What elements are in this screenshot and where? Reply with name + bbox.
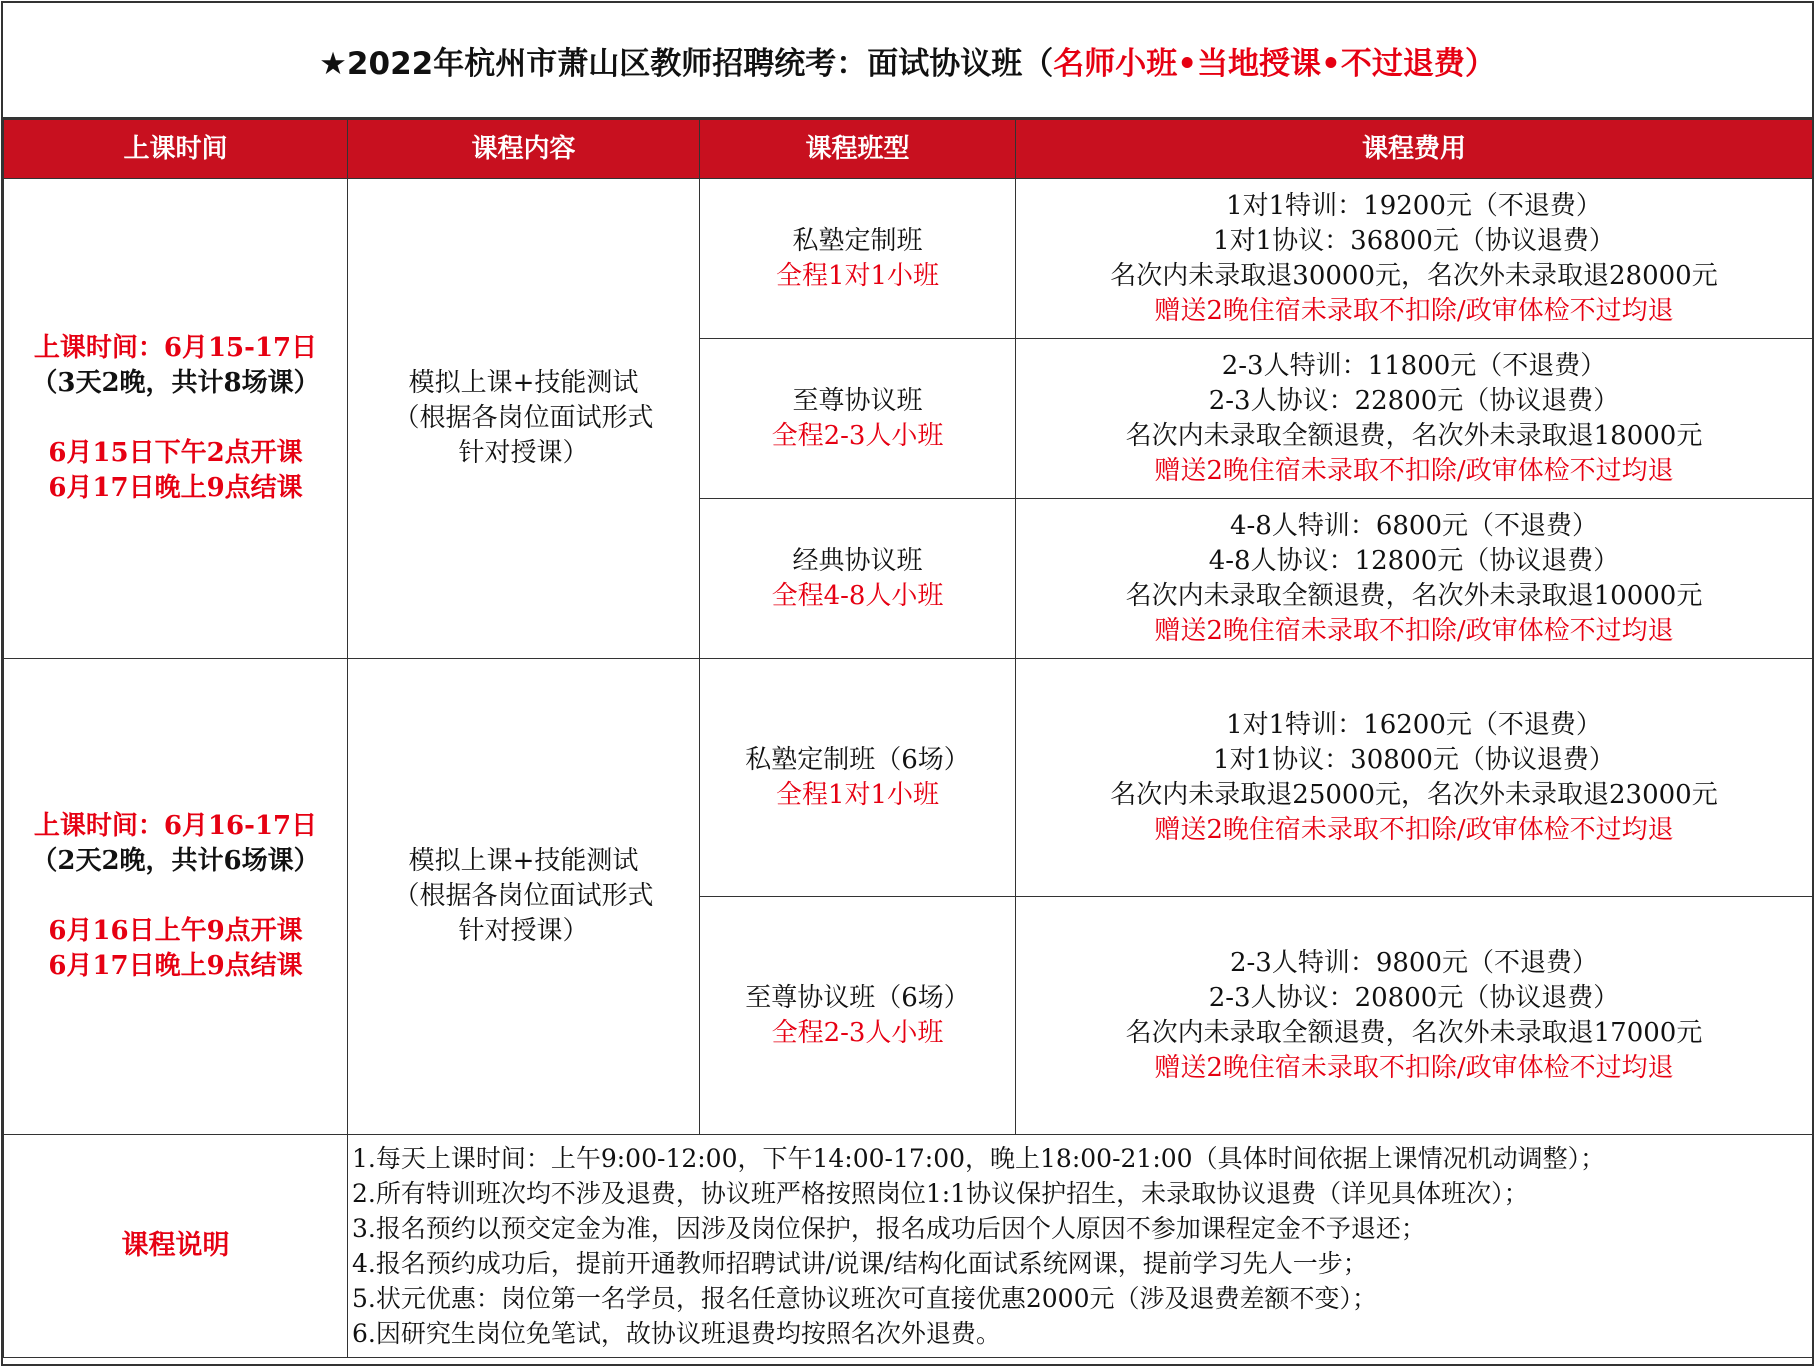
class-sub: 全程1对1小班 — [775, 779, 940, 810]
title-main: ★2022年杭州市萧山区教师招聘统考：面试协议班（ — [319, 45, 1054, 82]
fee-cell — [1016, 179, 1813, 339]
session-end: 6月17日晚上9点结课 — [48, 951, 303, 981]
class-sub: 全程1对1小班 — [775, 260, 940, 291]
content-line: 针对授课） — [458, 916, 589, 946]
fee-gift: 赠送2晚住宿未录取不扣除/政审体检不过均退 — [1154, 615, 1674, 646]
fee-line: 4-8人协议：12800元（协议退费） — [1208, 545, 1620, 576]
title-highlight: 名师小班•当地授课•不过退费 — [1053, 45, 1465, 82]
header-row — [4, 120, 1813, 179]
note-item: 4.报名预约成功后，提前开通教师招聘试讲/说课/结构化面试系统网课，提前学习先人一步； — [352, 1249, 1368, 1278]
table-row — [4, 179, 1813, 339]
fee-line: 1对1特训：19200元（不退费） — [1226, 190, 1602, 221]
class-sub: 全程2-3人小班 — [771, 420, 944, 451]
fee-line: 1对1协议：36800元（协议退费） — [1213, 225, 1615, 256]
header-time: 上课时间 — [4, 120, 348, 179]
class-name: 至尊协议班（6场） — [745, 982, 970, 1013]
notes-label: 课程说明 — [121, 1230, 230, 1261]
fee-cell — [1016, 339, 1813, 499]
fee-line: 2-3人协议：20800元（协议退费） — [1208, 982, 1620, 1013]
fee-gift: 赠送2晚住宿未录取不扣除/政审体检不过均退 — [1154, 1052, 1674, 1083]
fee-line: 2-3人协议：22800元（协议退费） — [1208, 385, 1620, 416]
course-table — [3, 119, 1813, 1358]
session-time-cell — [4, 659, 348, 1135]
class-name: 私塾定制班（6场） — [745, 744, 970, 775]
class-sub: 全程4-8人小班 — [771, 580, 944, 611]
course-sheet — [1, 1, 1814, 1366]
fee-line: 4-8人特训：6800元（不退费） — [1229, 510, 1599, 541]
title-close: ） — [1464, 45, 1496, 82]
fee-line: 2-3人特训：11800元（不退费） — [1221, 350, 1607, 381]
session-time-note: （3天2晚，共计8场课） — [31, 368, 320, 398]
note-item: 5.状元优惠：岗位第一名学员，报名任意协议班次可直接优惠2000元（涉及退费差额不变）； — [352, 1284, 1377, 1313]
note-item: 6.因研究生岗位免笔试，故协议班退费均按照名次外退费。 — [352, 1319, 1001, 1348]
session-time: 上课时间：6月16-17日 — [33, 811, 318, 841]
class-type-cell — [700, 339, 1016, 499]
class-type-cell — [700, 659, 1016, 897]
fee-gift: 赠送2晚住宿未录取不扣除/政审体检不过均退 — [1154, 814, 1674, 845]
session-time: 上课时间：6月15-17日 — [33, 333, 318, 363]
class-type-cell — [700, 179, 1016, 339]
class-name: 至尊协议班 — [792, 385, 923, 416]
notes-row — [4, 1135, 1813, 1358]
class-name: 私塾定制班 — [792, 225, 923, 256]
note-item: 2.所有特训班次均不涉及退费，协议班严格按照岗位1:1协议保护招生，未录取协议退费（详见具体班次）； — [352, 1179, 1529, 1208]
fee-cell — [1016, 897, 1813, 1135]
fee-gift: 赠送2晚住宿未录取不扣除/政审体检不过均退 — [1154, 295, 1674, 326]
content-line: 模拟上课+技能测试 — [408, 846, 639, 876]
fee-cell — [1016, 499, 1813, 659]
fee-line: 名次内未录取退30000元，名次外未录取退28000元 — [1110, 260, 1718, 291]
header-class-type: 课程班型 — [700, 120, 1016, 179]
note-item: 1.每天上课时间：上午9:00-12:00，下午14:00-17:00，晚上18:00-21:00（具体时间依据上课情况机动调整）； — [352, 1144, 1606, 1173]
content-line: （根据各岗位面试形式 — [393, 403, 654, 433]
fee-line: 名次内未录取全额退费，名次外未录取退18000元 — [1125, 420, 1703, 451]
header-content: 课程内容 — [348, 120, 700, 179]
content-line: 模拟上课+技能测试 — [408, 368, 639, 398]
session-content-cell — [348, 659, 700, 1135]
table-row — [4, 659, 1813, 897]
fee-line: 1对1特训：16200元（不退费） — [1226, 709, 1602, 740]
session-time-cell — [4, 179, 348, 659]
session-start: 6月16日上午9点开课 — [48, 916, 303, 946]
session-content-cell — [348, 179, 700, 659]
session-end: 6月17日晚上9点结课 — [48, 473, 303, 503]
fee-gift: 赠送2晚住宿未录取不扣除/政审体检不过均退 — [1154, 455, 1674, 486]
fee-line: 1对1协议：30800元（协议退费） — [1213, 744, 1615, 775]
class-sub: 全程2-3人小班 — [771, 1017, 944, 1048]
fee-cell — [1016, 659, 1813, 897]
content-line: 针对授课） — [458, 438, 589, 468]
session-time-note: （2天2晚，共计6场课） — [31, 846, 320, 876]
fee-line: 名次内未录取退25000元，名次外未录取退23000元 — [1110, 779, 1718, 810]
content-line: （根据各岗位面试形式 — [393, 881, 654, 911]
class-type-cell — [700, 499, 1016, 659]
notes-label-cell — [4, 1135, 348, 1358]
note-item: 3.报名预约以预交定金为准，因涉及岗位保护，报名成功后因个人原因不参加课程定金不予退还； — [352, 1214, 1426, 1243]
fee-line: 2-3人特训：9800元（不退费） — [1229, 947, 1599, 978]
page-title — [3, 3, 1812, 119]
notes-cell — [348, 1135, 1813, 1358]
class-type-cell — [700, 897, 1016, 1135]
class-name: 经典协议班 — [792, 545, 923, 576]
session-start: 6月15日下午2点开课 — [48, 438, 303, 468]
fee-line: 名次内未录取全额退费，名次外未录取退17000元 — [1125, 1017, 1703, 1048]
fee-line: 名次内未录取全额退费，名次外未录取退10000元 — [1125, 580, 1703, 611]
header-fee: 课程费用 — [1016, 120, 1813, 179]
